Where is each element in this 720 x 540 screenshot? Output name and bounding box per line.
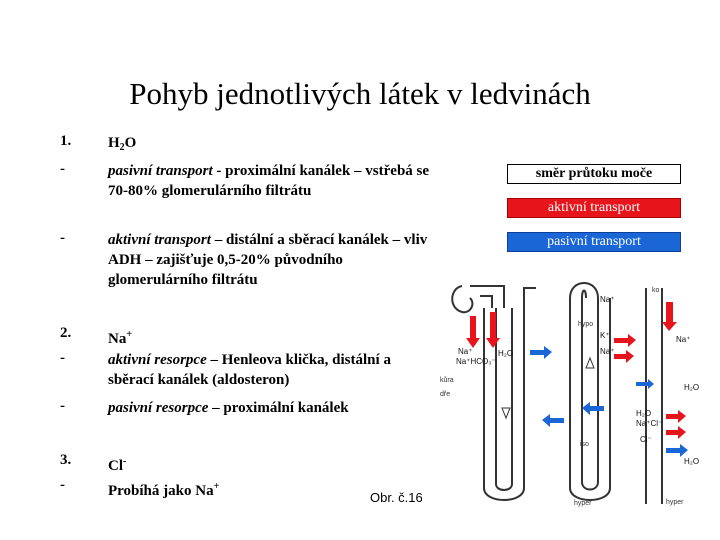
label-cortex: ko <box>652 287 660 294</box>
label-h2o-1: H₂O <box>498 349 514 358</box>
item-number-2: 2. <box>60 325 72 341</box>
label-k: K⁺ <box>600 331 610 340</box>
nephron-outline <box>452 283 662 504</box>
legend-flow-direction: směr průtoku moče <box>507 164 681 184</box>
label-dre: dře <box>440 391 451 398</box>
label-hyper-right: hyper <box>666 499 684 506</box>
label-na-4: Na⁺ <box>676 335 691 344</box>
label-h2o-4: H₂O <box>684 457 700 466</box>
label-hyper: hyper <box>574 500 592 507</box>
legend-passive-transport: pasivní transport <box>507 232 681 252</box>
label-hypo: hypo <box>578 321 594 328</box>
item-text-active-water: aktivní transport – distální a sběrací kanálek – vliv ADH – zajišťuje 0,5-20% původního glomerulárního filtrátu <box>108 232 428 288</box>
label-na-2: Na⁺ <box>600 295 615 304</box>
label-hco3: Na⁺HCO₃⁻ <box>456 357 496 366</box>
dash: - <box>60 350 65 366</box>
dash: - <box>60 398 65 414</box>
label-h2o-2: H₂O <box>636 409 652 418</box>
label-h2o-3: H₂O <box>684 383 700 392</box>
dash: - <box>60 477 65 493</box>
dash: - <box>60 230 65 246</box>
item-heading-cl: Cl- <box>108 456 127 474</box>
item-heading-h2o: $H_2O$ <box>108 135 137 153</box>
legend-active-transport: aktivní transport <box>507 198 681 218</box>
dash: - <box>60 161 65 177</box>
item-text-passive-water: pasivní transport - proximální kanálek – vstřebá se 70-80% glomerulárního filtrátu <box>108 163 430 199</box>
page-title: Pohyb jednotlivých látek v ledvinách <box>129 76 591 111</box>
label-iso: iso <box>580 441 589 448</box>
item-number-1: 1. <box>60 133 72 149</box>
label-nacl: Na⁺Cl⁻ <box>636 419 663 428</box>
item-text-active-na: aktivní resorpce – Henleova klička, distální a sběrací kanálek (aldosteron) <box>108 352 391 388</box>
item-text-passive-na: pasivní resorpce – proximální kanálek <box>108 400 349 416</box>
flow-arrows <box>502 358 594 418</box>
label-kura: kůra <box>440 377 454 384</box>
figure-caption: Obr. č.16 <box>370 490 423 505</box>
item-heading-na: Na+ <box>108 329 133 347</box>
item-number-3: 3. <box>60 452 72 468</box>
label-na-3: Na⁺ <box>600 347 615 356</box>
label-cl: Cl⁻ <box>640 435 652 444</box>
label-na-1: Na⁺ <box>458 347 473 356</box>
item-text-cl: Probíhá jako Na+ <box>108 481 220 499</box>
nephron-diagram <box>440 268 715 508</box>
